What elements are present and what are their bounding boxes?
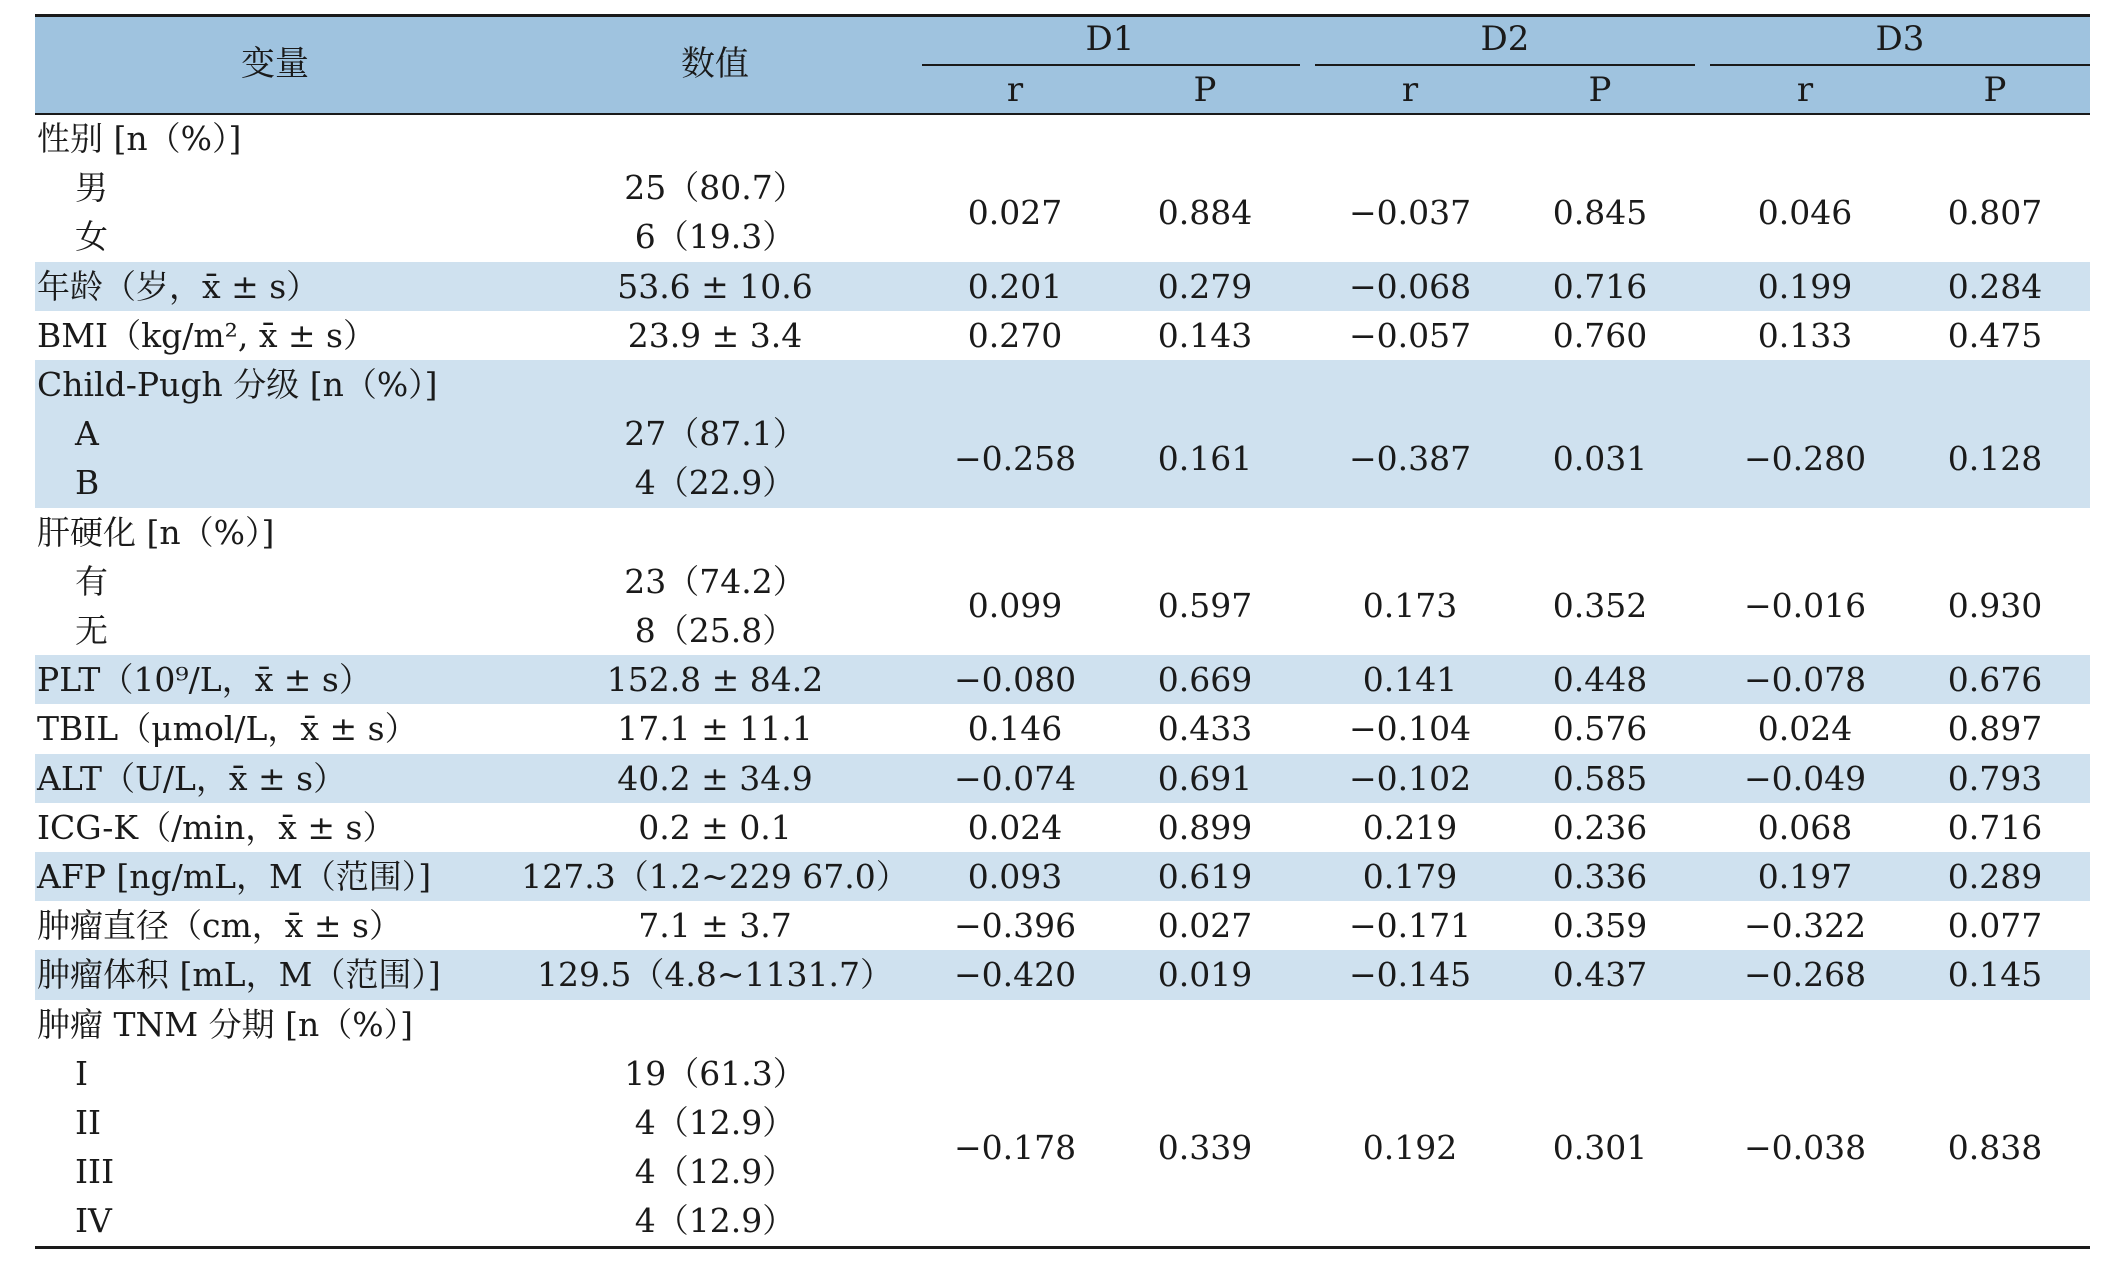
stat-cell: −0.080 <box>953 660 1077 700</box>
stat-cell: 0.145 <box>1947 955 2043 995</box>
stat-cell: 0.173 <box>1362 586 1458 626</box>
stat-cell: 0.289 <box>1947 857 2043 896</box>
stat-cell: −0.078 <box>1743 660 1867 700</box>
subrow-label: I <box>75 1053 89 1093</box>
table-row <box>35 754 2090 803</box>
row-value: 129.5（4.8~1131.7） <box>536 955 894 995</box>
row-label: BMI（kg/m², x̄ ± s） <box>37 315 376 355</box>
table-row <box>35 311 2090 360</box>
stat-cell: 0.179 <box>1362 857 1458 896</box>
row-value: 127.3（1.2~229 67.0） <box>521 857 909 896</box>
stat-cell: −0.068 <box>1348 266 1472 306</box>
stat-cell: 0.046 <box>1757 192 1853 232</box>
stat-cell: 0.475 <box>1947 315 2043 355</box>
header-d2-r: r <box>1401 70 1419 110</box>
subrow-label: 女 <box>75 217 108 257</box>
row-label: ICG-K（/min，x̄ ± s） <box>37 807 396 847</box>
header-variable: 变量 <box>241 44 309 84</box>
stat-cell: 0.141 <box>1362 660 1458 700</box>
stat-cell: 0.027 <box>1157 906 1253 946</box>
stat-cell: 0.437 <box>1552 955 1648 995</box>
stat-cell: −0.387 <box>1348 438 1472 478</box>
stat-cell: 0.027 <box>967 192 1063 232</box>
header-value: 数值 <box>681 44 749 84</box>
subrow-value: 4（12.9） <box>634 1201 796 1241</box>
subrow-value: 23（74.2） <box>624 561 806 601</box>
stat-cell: −0.258 <box>953 438 1077 478</box>
stat-cell: 0.716 <box>1947 807 2043 847</box>
stat-cell: 0.619 <box>1157 857 1253 896</box>
stat-cell: 0.099 <box>967 586 1063 626</box>
table-row <box>35 262 2090 311</box>
table-row <box>35 508 2090 656</box>
subrow-value: 4（12.9） <box>634 1152 796 1192</box>
stat-cell: 0.760 <box>1552 315 1648 355</box>
row-label: PLT（10⁹/L，x̄ ± s） <box>37 660 372 700</box>
table-header <box>35 14 2090 114</box>
stat-cell: 0.899 <box>1157 807 1253 847</box>
subrow-label: B <box>75 463 100 503</box>
stat-cell: 0.024 <box>1757 709 1853 749</box>
row-label: 肝硬化 [n（%）] <box>37 512 275 552</box>
stat-cell: −0.037 <box>1348 192 1472 232</box>
stat-cell: 0.716 <box>1552 266 1648 306</box>
stat-cell: 0.884 <box>1157 192 1253 232</box>
subrow-value: 25（80.7） <box>624 168 806 208</box>
stat-cell: −0.322 <box>1743 906 1867 946</box>
header-group-d1: D1 <box>1085 19 1135 59</box>
header-group-d2: D2 <box>1480 19 1530 59</box>
stat-cell: 0.077 <box>1947 906 2043 946</box>
subrow-label: II <box>75 1102 102 1142</box>
row-label: Child-Pugh 分级 [n（%）] <box>37 365 438 404</box>
header-d2-p: P <box>1588 70 1612 110</box>
subrow-label: 男 <box>75 168 108 208</box>
stat-cell: −0.396 <box>953 906 1077 946</box>
stat-cell: 0.339 <box>1157 1127 1253 1167</box>
row-label: ALT（U/L，x̄ ± s） <box>37 758 347 798</box>
bottom-rule <box>35 1246 2090 1249</box>
stat-cell: 0.897 <box>1947 709 2043 749</box>
stat-cell: 0.019 <box>1157 955 1253 995</box>
table-row <box>35 901 2090 950</box>
stat-cell: 0.192 <box>1362 1127 1458 1167</box>
stat-cell: −0.038 <box>1743 1127 1867 1167</box>
row-label: 肿瘤 TNM 分期 [n（%）] <box>37 1004 414 1044</box>
header-d1-p: P <box>1193 70 1217 110</box>
subrow-value: 4（12.9） <box>634 1102 796 1142</box>
row-label: 肿瘤体积 [mL，M（范围）] <box>37 955 441 995</box>
stat-cell: 0.585 <box>1552 758 1648 798</box>
stat-cell: 0.068 <box>1757 807 1853 847</box>
stat-cell: −0.145 <box>1348 955 1472 995</box>
stat-cell: 0.197 <box>1757 857 1853 896</box>
table-row <box>35 803 2090 852</box>
stat-cell: 0.336 <box>1552 857 1648 896</box>
stat-cell: 0.270 <box>967 315 1063 355</box>
stat-cell: −0.171 <box>1348 906 1472 946</box>
subrow-value: 4（22.9） <box>634 463 796 503</box>
stat-cell: 0.236 <box>1552 807 1648 847</box>
row-label: AFP [ng/mL，M（范围）] <box>37 857 432 896</box>
subrow-label: 有 <box>75 561 108 601</box>
stat-cell: 0.201 <box>967 266 1063 306</box>
stat-cell: 0.845 <box>1552 192 1648 232</box>
stat-cell: 0.691 <box>1157 758 1253 798</box>
stat-cell: 0.930 <box>1947 586 2043 626</box>
row-label: 肿瘤直径（cm，x̄ ± s） <box>37 906 402 946</box>
header-rule <box>35 113 2090 115</box>
stat-cell: 0.128 <box>1947 438 2043 478</box>
stat-cell: 0.359 <box>1552 906 1648 946</box>
header-d3-r: r <box>1796 70 1814 110</box>
stat-cell: 0.093 <box>967 857 1063 896</box>
stat-cell: 0.807 <box>1947 192 2043 232</box>
subrow-value: 27（87.1） <box>624 414 806 454</box>
stat-cell: 0.676 <box>1947 660 2043 700</box>
row-value: 152.8 ± 84.2 <box>606 660 824 700</box>
stat-cell: 0.284 <box>1947 266 2043 306</box>
table-row <box>35 1000 2090 1246</box>
subrow-label: A <box>75 414 99 454</box>
stat-cell: −0.102 <box>1348 758 1472 798</box>
stat-cell: 0.793 <box>1947 758 2043 798</box>
header-group-d3: D3 <box>1875 19 1925 59</box>
subrow-label: 无 <box>75 610 108 650</box>
stat-cell: 0.146 <box>967 709 1063 749</box>
stat-cell: 0.199 <box>1757 266 1853 306</box>
stat-cell: 0.301 <box>1552 1127 1648 1167</box>
header-d1-r: r <box>1006 70 1024 110</box>
stat-cell: −0.420 <box>953 955 1077 995</box>
stat-cell: 0.161 <box>1157 438 1253 478</box>
row-value: 0.2 ± 0.1 <box>638 807 792 847</box>
stat-cell: 0.143 <box>1157 315 1253 355</box>
stat-cell: −0.049 <box>1743 758 1867 798</box>
stat-cell: 0.597 <box>1157 586 1253 626</box>
stat-cell: 0.838 <box>1947 1127 2043 1167</box>
stat-cell: 0.352 <box>1552 586 1648 626</box>
table-row <box>35 704 2090 753</box>
header-d3-p: P <box>1983 70 2007 110</box>
stat-cell: 0.448 <box>1552 660 1648 700</box>
top-rule <box>35 14 2090 17</box>
subrow-value: 6（19.3） <box>634 217 796 257</box>
stat-cell: −0.074 <box>953 758 1077 798</box>
row-label: 性别 [n（%）] <box>37 119 242 158</box>
stat-cell: −0.268 <box>1743 955 1867 995</box>
stat-cell: 0.279 <box>1157 266 1253 306</box>
stat-cell: 0.433 <box>1157 709 1253 749</box>
stat-cell: 0.576 <box>1552 709 1648 749</box>
subrow-label: III <box>75 1152 115 1192</box>
subrow-value: 8（25.8） <box>634 610 796 650</box>
stat-cell: −0.016 <box>1743 586 1867 626</box>
row-value: 7.1 ± 3.7 <box>638 906 792 946</box>
stat-cell: 0.219 <box>1362 807 1458 847</box>
table-row <box>35 114 2090 262</box>
table-row <box>35 360 2090 508</box>
table-row <box>35 852 2090 901</box>
stat-cell: 0.031 <box>1552 438 1648 478</box>
subrow-label: IV <box>75 1201 112 1241</box>
row-label: TBIL（μmol/L，x̄ ± s） <box>37 709 418 749</box>
row-label: 年龄（岁，x̄ ± s） <box>37 266 320 306</box>
table-row <box>35 655 2090 704</box>
row-value: 40.2 ± 34.9 <box>617 758 813 798</box>
stat-cell: 0.133 <box>1757 315 1853 355</box>
stat-cell: 0.024 <box>967 807 1063 847</box>
subrow-value: 19（61.3） <box>624 1053 806 1093</box>
stat-cell: −0.178 <box>953 1127 1077 1167</box>
stat-cell: −0.104 <box>1348 709 1472 749</box>
stat-cell: −0.280 <box>1743 438 1867 478</box>
stat-cell: −0.057 <box>1348 315 1472 355</box>
stat-cell: 0.669 <box>1157 660 1253 700</box>
row-value: 23.9 ± 3.4 <box>627 315 803 355</box>
row-value: 53.6 ± 10.6 <box>617 266 813 306</box>
table-row <box>35 950 2090 999</box>
row-value: 17.1 ± 11.1 <box>617 709 813 749</box>
